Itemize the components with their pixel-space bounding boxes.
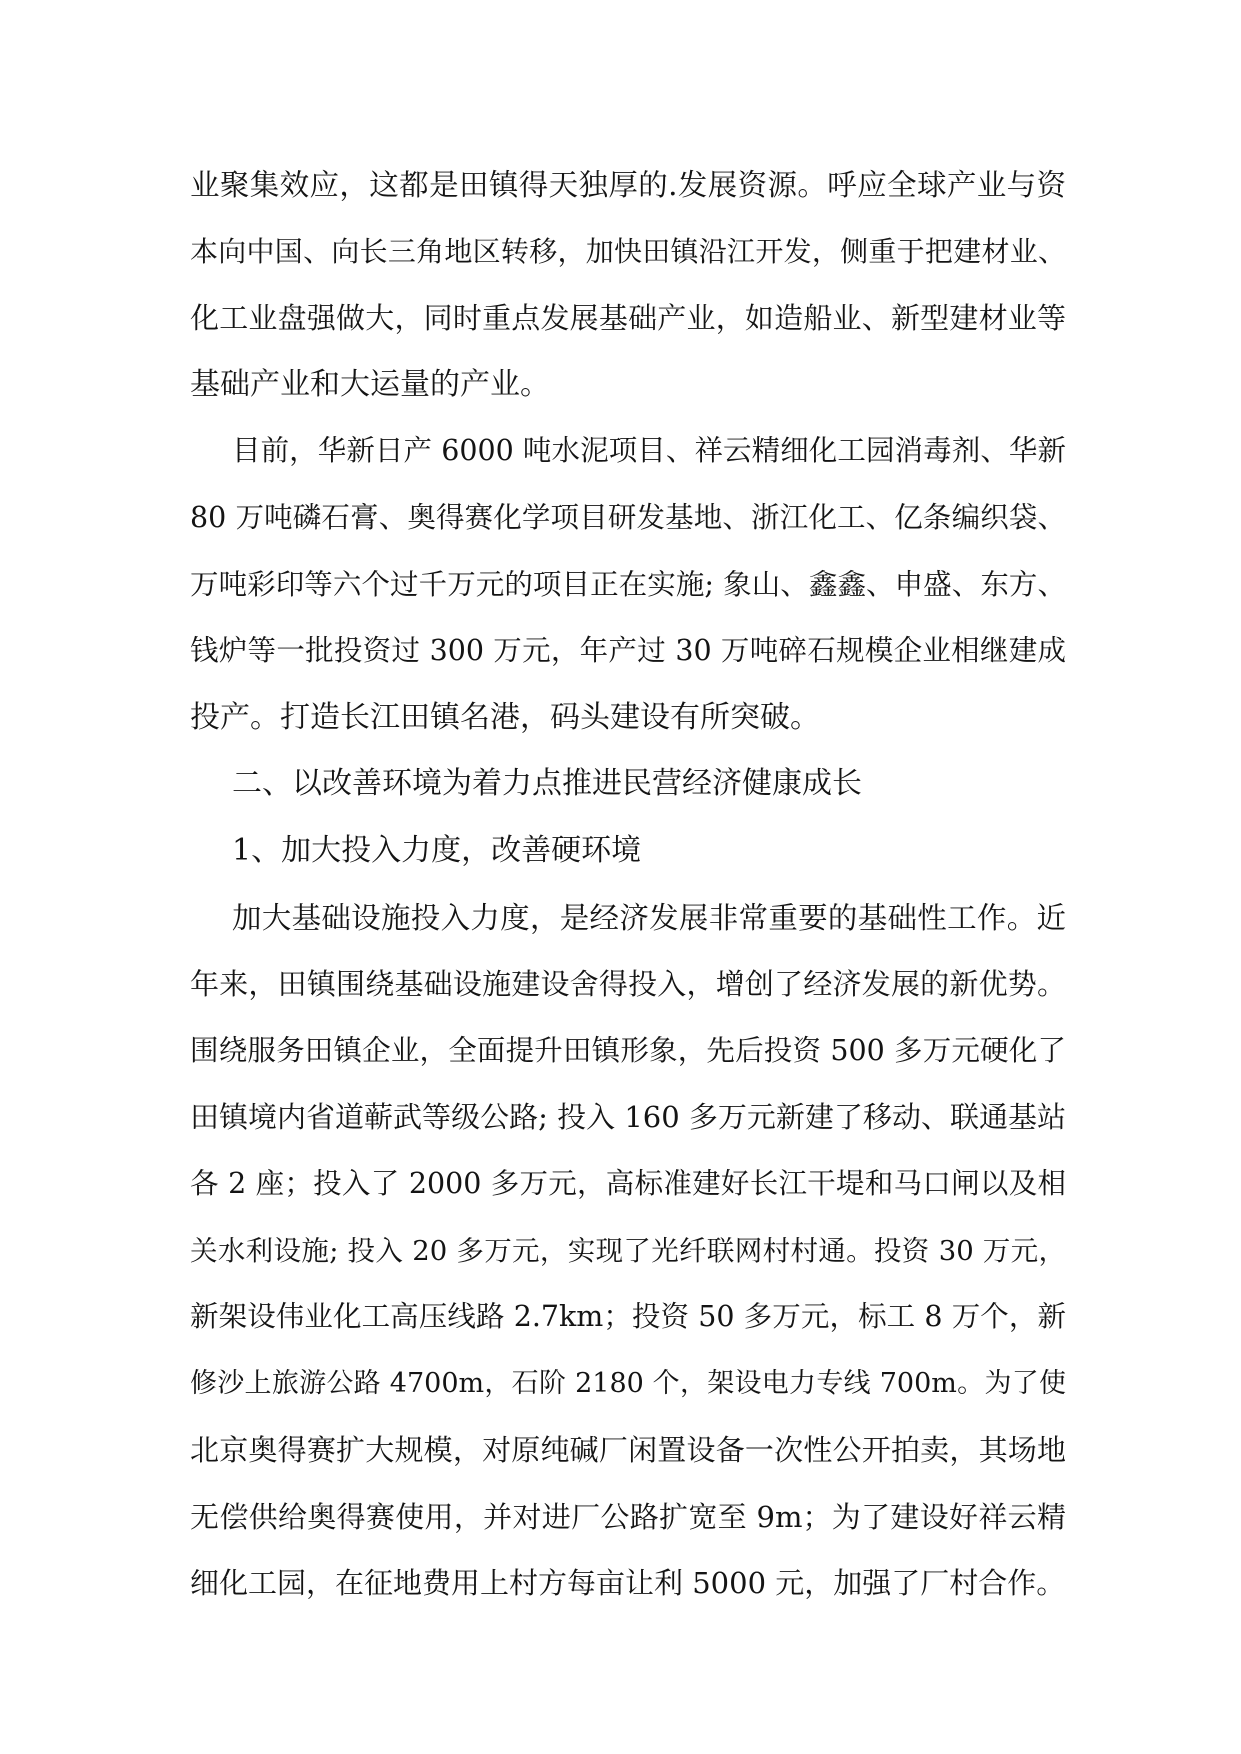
- section-heading-text: 二、以改善环境为着力点推进民营经济健康成长: [232, 766, 862, 802]
- text-line: 加大基础设施投入力度，是经济发展非常重要的基础性工作。近: [232, 900, 1066, 935]
- text-line: 新架设伟业化工高压线路 2.7km；投资 50 多万元，标工 8 万个，新: [190, 1300, 1066, 1334]
- text-line: 本向中国、向长三角地区转移，加快田镇沿江开发，侧重于把建材业、: [190, 234, 1066, 268]
- text-line: 年来，田镇围绕基础设施建设舍得投入，增创了经济发展的新优势。: [190, 967, 1066, 1002]
- paragraph: [190, 152, 1066, 418]
- text-line: 投产。打造长江田镇名港，码头建设有所突破。: [190, 699, 820, 735]
- text-line: 80 万吨磷石膏、奥得赛化学项目研发基地、浙江化工、亿条编织袋、: [190, 500, 1066, 534]
- subsection-heading: [190, 818, 1066, 885]
- text-line: 万吨彩印等六个过千万元的项目正在实施; 象山、鑫鑫、申盛、东方、: [190, 567, 1066, 601]
- text-line: 化工业盘强做大，同时重点发展基础产业，如造船业、新型建材业等: [190, 301, 1066, 336]
- section-heading: [190, 751, 1066, 818]
- text-line: 目前，华新日产 6000 吨水泥项目、祥云精细化工园消毒剂、华新: [232, 434, 1066, 468]
- text-line: 田镇境内省道蕲武等级公路; 投入 160 多万元新建了移动、联通基站: [190, 1100, 1066, 1135]
- text-line: 关水利设施; 投入 20 多万元，实现了光纤联网村村通。投资 30 万元，: [190, 1234, 1066, 1267]
- text-line: 北京奥得赛扩大规模，对原纯碱厂闲置设备一次性公开拍卖，其场地: [190, 1433, 1066, 1468]
- text-line: 业聚集效应，这都是田镇得天独厚的.发展资源。呼应全球产业与资: [190, 168, 1066, 202]
- text-line: 各 2 座；投入了 2000 多万元，高标准建好长江干堤和马口闸以及相: [190, 1166, 1066, 1200]
- paragraph: [190, 418, 1066, 751]
- text-line: 基础产业和大运量的产业。: [190, 366, 550, 402]
- text-line: 钱炉等一批投资过 300 万元，年产过 30 万吨碎石规模企业相继建成: [190, 634, 1066, 668]
- text-line: 无偿供给奥得赛使用，并对进厂公路扩宽至 9m；为了建设好祥云精: [190, 1499, 1066, 1534]
- paragraph: [190, 885, 1066, 1618]
- text-line: 围绕服务田镇企业，全面提升田镇形象，先后投资 500 多万元硬化了: [190, 1033, 1066, 1067]
- subsection-heading-text: 1、加大投入力度，改善硬环境: [232, 832, 642, 868]
- text-line: 修沙上旅游公路 4700m，石阶 2180 个，架设电力专线 700m。为了使: [190, 1367, 1066, 1399]
- text-line: 细化工园，在征地费用上村方每亩让利 5000 元，加强了厂村合作。: [190, 1566, 1066, 1601]
- document-body: [190, 152, 1066, 1617]
